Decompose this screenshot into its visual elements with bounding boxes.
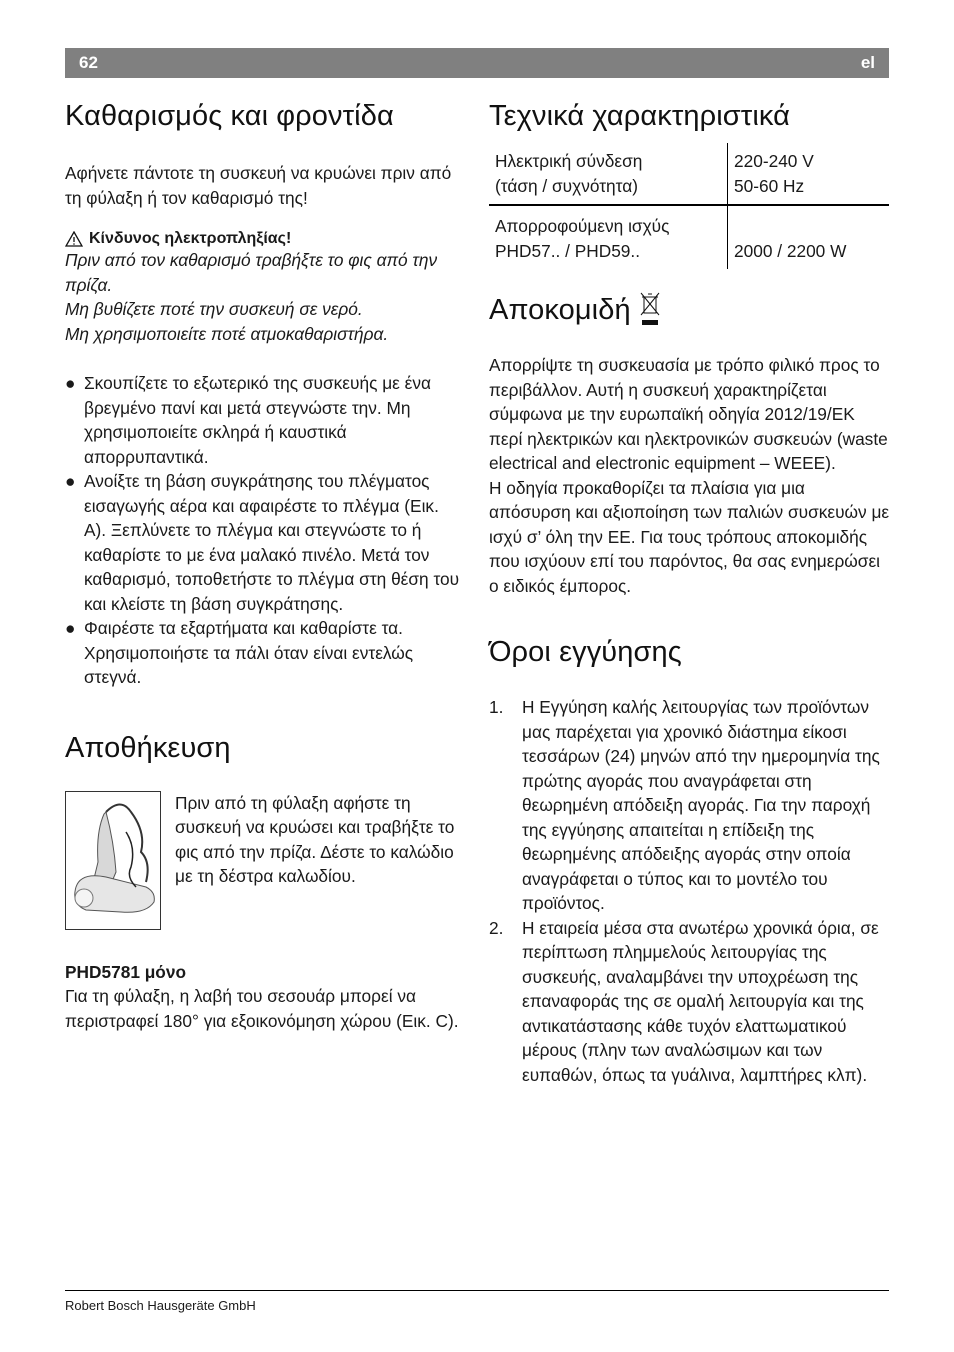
warning-title: Κίνδυνος ηλεκτροπληξίας! (89, 230, 292, 247)
model-title: PHD5781 μόνο (65, 961, 187, 982)
spec-value-cell: 2000 / 2200 W (734, 240, 847, 261)
list-item: ● Ανοίξτε τη βάση συγκράτησης του πλέγματος εισαγωγής αέρα και αφαιρέστε το πλέγμα (Εικ. A). Ξεπλύνετε το πλέγμα και στεγνώστε το ή καθαρίστε το με ένα μαλακό πινέλο. Μετά τον καθαρισμό, τοποθετήστε το πλέγμα στη θέση του και κλείστε τη βάση συγκράτησης. (65, 471, 460, 614)
warning-block (65, 230, 465, 346)
hair-dryer-illustration (66, 792, 160, 929)
disposal-title: Αποκομιδή (489, 294, 631, 326)
bullet-dot-icon: ● (65, 618, 76, 638)
weee-crossed-bin-icon (639, 291, 661, 327)
warning-heading (65, 230, 465, 248)
spec-label-cell: Ηλεκτρική σύνδεση (τάση / συχνότητα) (489, 143, 728, 205)
list-item: ● Σκουπίζετε το εξωτερικό της συσκευής με ένα βρεγμένο πανί και μετά στεγνώστε την. Μη χρησιμοποιείτε σκληρά ή καυστικά απορρυπαντικά. (65, 373, 431, 467)
warning-line: Μη χρησιμοποιείτε ποτέ ατμοκαθαριστήρα. (65, 323, 389, 344)
list-item: ● Φαιρέστε τα εξαρτήματα και καθαρίστε τα. Χρησιμοποιήστε τα πάλι όταν είναι εντελώς στεγνά. (65, 618, 414, 687)
warranty-title: Όροι εγγύησης (489, 636, 682, 668)
storage-title: Αποθήκευση (65, 731, 231, 764)
spec-value-cell: 220-240 V 50-60 Hz (728, 143, 890, 205)
table-row (489, 143, 889, 205)
warning-line: Πριν από τον καθαρισμό τραβήξτε το φις από την πρίζα. (65, 250, 438, 295)
language-code: el (860, 53, 875, 72)
bullet-dot-icon: ● (65, 471, 76, 491)
hair-dryer-figure (65, 791, 161, 930)
table-row (489, 205, 889, 269)
page-header-bar (65, 48, 889, 78)
model-text: Για τη φύλαξη, η λαβή του σεσουάρ μπορεί να περιστραφεί 180° για εξοικονόμηση χώρου (Εικ. C). (65, 986, 459, 1031)
bullet-dot-icon: ● (65, 373, 76, 393)
storage-block (65, 791, 465, 930)
left-column (65, 100, 465, 1033)
spec-label-cell: Απορροφούμενη ισχύς PHD57.. / PHD59.. (489, 205, 728, 269)
warning-triangle-icon (65, 231, 83, 247)
cleaning-bullet-list (65, 371, 465, 690)
cleaning-intro: Αφήνετε πάντοτε τη συσκευή να κρυώνει πριν από τη φύλαξη ή τον καθαρισμό της! (65, 163, 452, 208)
specs-title: Τεχνικά χαρακτηριστικά (489, 100, 790, 132)
disposal-text-1: Απορρίψτε τη συσκευασία με τρόπο φιλικό προς το περιβάλλον. Αυτή η συσκευή χαρακτηρίζεται σύμφωνα με την ευρωπαϊκή οδηγία 2012/19/ΕΚ περί ηλεκτρικών και ηλεκτρονικών συσκευών (waste electrical and electronic equipment – WEEE). (489, 355, 888, 473)
footer-company: Robert Bosch Hausgeräte GmbH (65, 1298, 256, 1313)
list-item: 2. Η εταιρεία μέσα στα ανωτέρω χρονικά όρια, σε περίπτωση πλημμελούς λειτουργίας της συσκευής, αναλαμβάνει την υποχρέωση της επαναφοράς της σε ομαλή λειτουργία και της αντικατάστασης κάθε τυχόν ελαττωματικού μέρους (πλην των αναλώσιμων και των ευπαθών, όπως τα γυάλινα, λαμπτήρες κλπ). (489, 917, 879, 1085)
footer-divider (65, 1290, 889, 1291)
cleaning-title: Καθαρισμός και φροντίδα (65, 100, 394, 132)
specs-table (489, 143, 889, 269)
disposal-heading (489, 291, 891, 327)
disposal-text-2: Η οδηγία προκαθορίζει τα πλαίσια για μια απόσυρση και αξιοποίηση των παλιών συσκευών με ισχύ σ’ όλη την ΕΕ. Για τους τρόπους αποκομιδής που ισχύουν επί του παρόντος, θα σας ενημερώσει ο ειδικός έμπορος. (489, 477, 890, 596)
right-column (489, 100, 891, 1087)
warning-line: Μη βυθίζετε ποτέ την συσκευή σε νερό. (65, 299, 363, 319)
page-number: 62 (79, 53, 98, 72)
warranty-list (489, 695, 891, 1087)
list-item: 1. Η Εγγύηση καλής λειτουργίας των προϊόντων μας παρέχεται για χρονικό διάστημα είκοσι τεσσάρων (24) μηνών από την ημερομηνία της πρώτης αγοράς που αναγράφεται στη θεωρημένη απόδειξη αγοράς. Για την παροχή της εγγύησης απαιτείται η επίδειξη της θεωρημένης απόδειξης αγοράς στην οποία αναγράφεται ο τύπος και το μοντέλο του προϊόντος. (489, 697, 880, 913)
storage-text: Πριν από τη φύλαξη αφήστε τη συσκευή να κρυώσει και τραβήξτε το φις από την πρίζα. Δέστε το καλώδιο με τη δέστρα καλωδίου. (175, 792, 455, 886)
